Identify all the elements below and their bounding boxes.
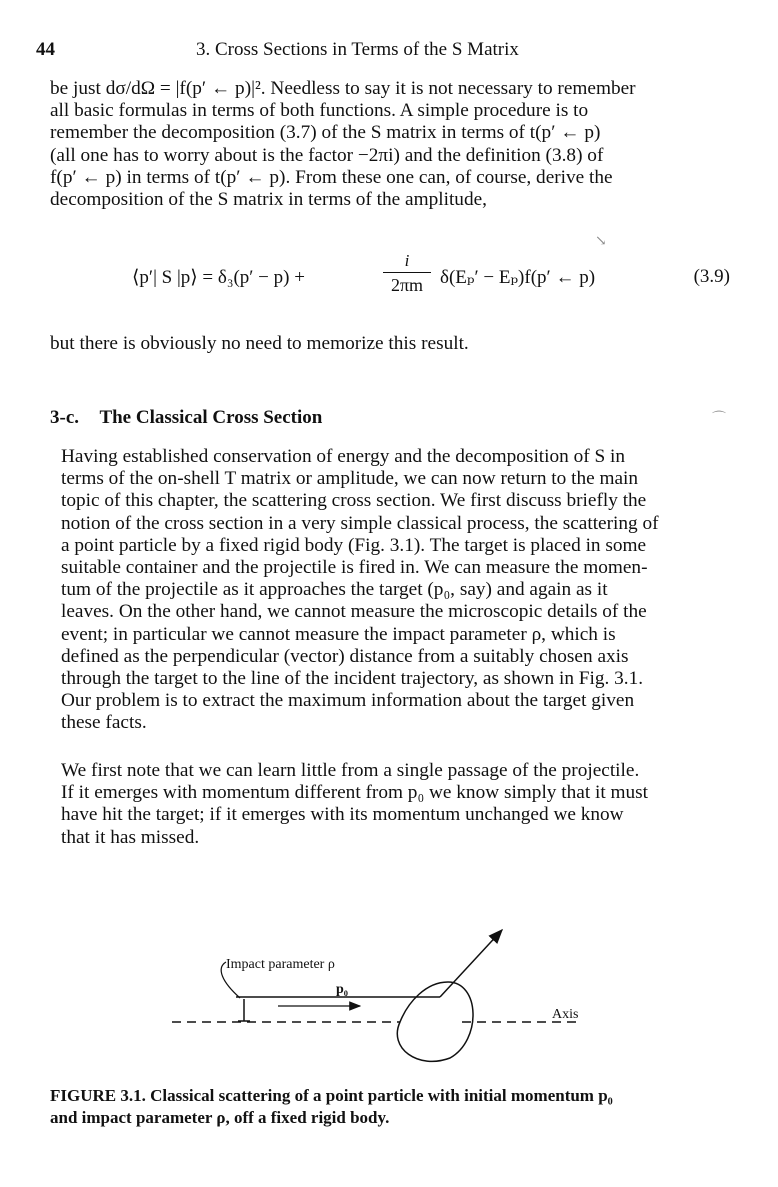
equation-3-9	[50, 248, 730, 308]
section-heading	[50, 406, 322, 430]
paragraph-single-passage	[50, 760, 730, 849]
text-line: tum of the projectile as it approaches the target (p₀, say) and again as it	[61, 579, 608, 601]
text-line: but there is obviously no need to memorize this result.	[50, 333, 469, 354]
text-line: Our problem is to extract the maximum information about the target given	[61, 690, 635, 712]
figure-3-1	[150, 920, 610, 1070]
text-line: decomposition of the S matrix in terms of the amplitude,	[50, 189, 487, 211]
text-line: notion of the cross section in a very simple classical process, the scattering of	[61, 512, 659, 534]
text-line: defined as the perpendicular (vector) distance from a suitably chosen axis	[61, 645, 629, 667]
text-line: all basic formulas in terms of both functions. A simple procedure is to	[50, 100, 589, 122]
text-line: terms of the on-shell T matrix or amplitude, we can now return to the main	[61, 468, 639, 490]
equation-lhs: ⟨p′| S |p⟩ = δ₃(p′ − p) +	[132, 267, 305, 288]
axis-label: Axis	[552, 1007, 579, 1022]
text-line: We first note that we can learn little from a single passage of the projectile.	[61, 760, 640, 781]
text-line: leaves. On the other hand, we cannot measure the microscopic details of the	[61, 601, 647, 623]
text-line: a point particle by a fixed rigid body (Fig. 3.1). The target is placed in some	[61, 534, 647, 556]
caption-line: FIGURE 3.1. Classical scattering of a point particle with initial momentum p₀	[50, 1086, 613, 1105]
stray-mark: ↘	[595, 234, 607, 249]
equation-fraction	[383, 252, 431, 296]
paragraph-classical-cross-section	[50, 446, 730, 735]
text-line: remember the decomposition (3.7) of the S matrix in terms of t(p′ ← p)	[50, 122, 601, 144]
outgoing-trajectory	[440, 930, 502, 997]
after-equation-text	[50, 333, 730, 355]
fraction-numerator: i	[404, 251, 410, 270]
fraction-denominator: 2πm	[390, 275, 424, 295]
text-line: topic of this chapter, the scattering cross section. We first discuss briefly the	[61, 490, 647, 512]
text-line: If it emerges with momentum different from p₀ we know simply that it must	[61, 782, 649, 804]
text-line: event; in particular we cannot measure the impact parameter ρ, which is	[61, 623, 616, 645]
running-title: 3. Cross Sections in Terms of the S Matrix	[196, 39, 519, 60]
text-line: these facts.	[61, 712, 147, 734]
page-number: 44	[36, 39, 55, 60]
section-title: The Classical Cross Section	[99, 407, 323, 428]
figure-caption	[50, 1085, 730, 1129]
rigid-body-target	[397, 982, 473, 1061]
stray-mark: ⌒	[712, 412, 726, 427]
text-line: through the target to the line of the incident trajectory, as shown in Fig. 3.1.	[61, 668, 644, 690]
caption-line: and impact parameter ρ, off a fixed rigid body.	[50, 1108, 390, 1127]
intro-paragraph	[50, 78, 730, 211]
section-number: 3-c.	[50, 407, 80, 428]
momentum-label: p₀	[336, 982, 348, 997]
scattering-diagram	[150, 920, 610, 1070]
text-line: Having established conservation of energy and the decomposition of S in	[61, 446, 626, 467]
text-line: suitable container and the projectile is fired in. We can measure the momen-	[61, 557, 648, 579]
impact-parameter-label: Impact parameter ρ	[226, 957, 335, 972]
text-line: have hit the target; if it emerges with its momentum unchanged we know	[61, 804, 624, 826]
fraction-bar	[383, 272, 431, 273]
text-line: that it has missed.	[61, 826, 200, 848]
text-line: be just dσ/dΩ = |f(p′ ← p)|². Needless to say it is not necessary to remember	[50, 78, 636, 99]
text-line: (all one has to worry about is the factor −2πi) and the definition (3.8) of	[50, 144, 604, 166]
text-line: f(p′ ← p) in terms of t(p′ ← p). From these one can, of course, derive the	[50, 166, 613, 188]
equation-rhs: δ(Eₚ′ − Eₚ)f(p′ ← p)	[440, 267, 596, 288]
equation-number: (3.9)	[693, 266, 730, 287]
